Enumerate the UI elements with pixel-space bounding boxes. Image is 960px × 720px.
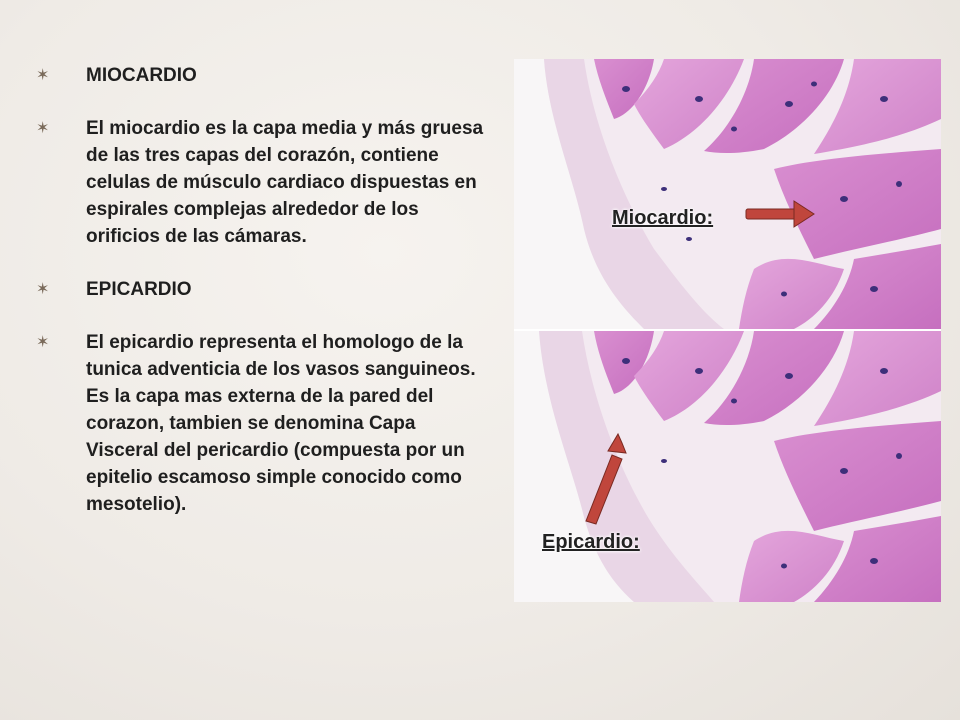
bullet-text: El epicardio representa el homologo de la tunica adventicia de los vasos sanguineos. Es la capa mas externa de la pared del corazon, tambien se denomina Capa Visceral del pericardio (compuesta por un epitelio escamoso simple conocido como mesotelio). — [86, 332, 476, 515]
bullet-text: El miocardio es la capa media y más gruesa de las tres capas del corazón, contiene celulas de músculo cardiaco dispuestas en espirales complejas alrededor de los orificios de las cámaras. — [86, 118, 484, 247]
bullet-miocardio-description — [36, 115, 486, 250]
histology-figure — [514, 59, 941, 602]
star-bullet-icon: ✶ — [36, 67, 50, 84]
miocardio-label: Miocardio: — [612, 207, 714, 229]
star-bullet-icon: ✶ — [36, 120, 50, 137]
epicardio-label: Epicardio: — [542, 531, 640, 553]
bullet-heading-miocardio — [36, 62, 486, 89]
bullet-text: MIOCARDIO — [86, 65, 197, 86]
star-bullet-icon: ✶ — [36, 281, 50, 298]
bullet-heading-epicardio — [36, 276, 486, 303]
bullet-list — [36, 62, 486, 518]
histology-micrograph — [514, 59, 941, 602]
micrograph-top-panel — [514, 59, 941, 329]
bullet-epicardio-description — [36, 329, 486, 518]
bullet-text: EPICARDIO — [86, 279, 192, 300]
micrograph-bottom-panel — [514, 331, 941, 602]
star-bullet-icon: ✶ — [36, 334, 50, 351]
